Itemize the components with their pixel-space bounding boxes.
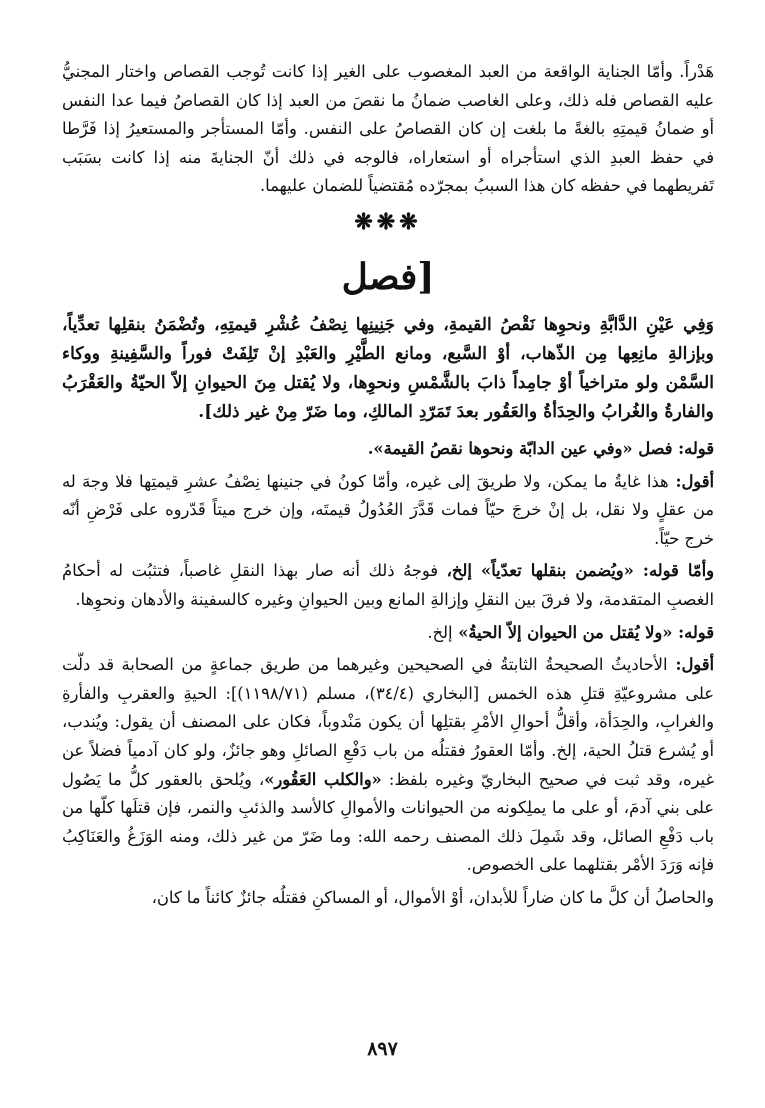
q2-quote: «ويُضمن بنقلها تعدّياً» إلخ،: [446, 561, 634, 581]
q1-answer: هذا غايةُ ما يمكن، ولا طريقَ إلى غيره، وأمّا كونُ في جنينها نِصْفُ عشرِ قيمتِها فلا وجهَ له من عقلٍ ولا نقل، بل إنْ خرجَ حيّاً فمات قَدَّرَ العُدُولُ قيمتَه، وإن خرج ميتاً قَدّروه على فَرْضِ أنّه خرج حيّاً.: [62, 471, 714, 548]
q3-answer-a: الأحاديثُ الصحيحةُ الثابتةُ في الصحيحين وغيرهما من طريق جماعةٍ من الصحابة قد دلّت على مشروعيّةِ قتلِ هذه الخمس [البخاري (٣٤/٤)، مسلم (١١٩٨/٧١)]: الحيةِ والعقربِ والفأرةِ والغرابِ، والحِدَأة، وأقلُّ أحوالِ الأمْرِ بقتلِها أن يكون مَنْدوباً، فكان على المصنف أن يقول: ويُندب، أو يُشرع قتلُ الحية، إلخ. وأمّا العقورُ فقتلُه من باب دَفْعِ الصائلِ وهو جائزٌ، ولو كان آدمياً فضلاً عن غيره، وقد ثبت في صحيح البخاريّ وغيره بلفظ:: [62, 655, 714, 789]
commentary-q2: [62, 557, 714, 614]
q3-label: قوله:: [672, 622, 714, 642]
q1-answer-label: أقول:: [668, 471, 714, 491]
page-body: [62, 58, 714, 912]
section-separator: ❋❋❋: [354, 208, 422, 235]
intro-paragraph: هَدْراً. وأمّا الجناية الواقعة من العبد المغصوب على الغير إذا كانت تُوجب القصاص واختار المجنيُّ عليه القصاص فله ذلك، وعلى الغاصب ضمانُ ما نقصَ من العبد إذا كان القصاصُ فيما عدا النفس أو ضمانُ قيمتِهِ بالغةً ما بلغت إن كان القصاصُ على النفس. وأمّا المستأجر والمستعيرُ إذا فَرَّطا في حفظ العبدِ الذي استأجراه أو استعاراه، فالوجه في ذلك أنّ الجنايةَ منه إذا كانت بسَبَب تَفريطهما في حفظه كان هذا السببُ بمجرّده مُقتضياً للضمان عليهما.: [62, 62, 714, 196]
matn-text: وَفِي عَيْنِ الدَّابَّةِ ونحوِها نَقْصُ القيمةِ، وفي جَنِينِها نِصْفُ عُشْرِ قيمتِهِ، وتُضْمَنُ بنقلِها تعدِّياً، وبإزالةِ مانِعِها مِن الذّهاب، أوْ السَّبع، ومانع الطَّيْرِ والعَبْدِ إنْ تَلِفَتْ فوراً والسَّفِينةِ ووكاء السَّمْن ولو متراخياً أوْ جامِداً ذابَ بالشَّمْسِ ونحوِها، ولا يُقتل مِنَ الحيوانِ إلاّ الحيّةُ والعَقْرَبُ والفارةُ والغُرابُ والحِدَأةُ والعَقُور بعدَ تَمَرّدِ المالكِ، وما ضَرّ مِنْ غير ذلك].: [62, 314, 714, 422]
commentary-q1-answer: [62, 468, 714, 554]
q3-quote: «ولا يُقتل من الحيوان إلاّ الحيةُ»: [452, 622, 673, 642]
q3-tail: إلخ.: [427, 622, 453, 642]
commentary-q1: [62, 435, 714, 464]
section-heading: [فصل: [341, 255, 435, 298]
q2-label: وأمّا قوله:: [633, 561, 714, 581]
commentary-q3: [62, 619, 714, 648]
page-number: ٨٩٧: [367, 1038, 398, 1060]
commentary-q3-answer: [62, 651, 714, 880]
q1-quote: فصل «وفي عين الدابّة ونحوها نقصُ القيمة».: [367, 438, 673, 458]
closing-paragraph: والحاصلُ أن كلَّ ما كان ضاراً للأبدان، أوْ الأموال، أو المساكنِ فقتلُه جائزٌ كائناً ما كان،: [151, 887, 714, 907]
q2-text: فوجهُ ذلك أنه صار بهذا النقلِ غاصباً، فتثبُت له أحكامُ الغصبِ المتقدمة، ولا فرقَ بين النقلِ وإزالةِ المانع وبين الحيوانِ وغيره كالسفينة والأدهان ونحوِها.: [62, 561, 714, 609]
q1-label: قوله:: [672, 438, 714, 458]
q3-answer-b: ، ويُلحق بالعقور كلُّ ما يَصُول على بني آدمَ، أو على ما يملِكونه من الحيوانات والأموالِ كالأسد والذئبِ والنمر، فإن قتلَها كلّها من باب دَفْعِ الصائل، وقد شَمِلَ ذلك المصنف رحمه الله: وما ضَرّ من غير ذلك، ومنه الوَزَغُ والعَنَاكِبُ فإنه وَرَدَ الأمْر بقتلهما على الخصوص.: [62, 769, 714, 875]
q3-answer-quote: «والكلب العَقُور»: [264, 769, 382, 789]
q3-answer-label: أقول:: [667, 655, 715, 675]
